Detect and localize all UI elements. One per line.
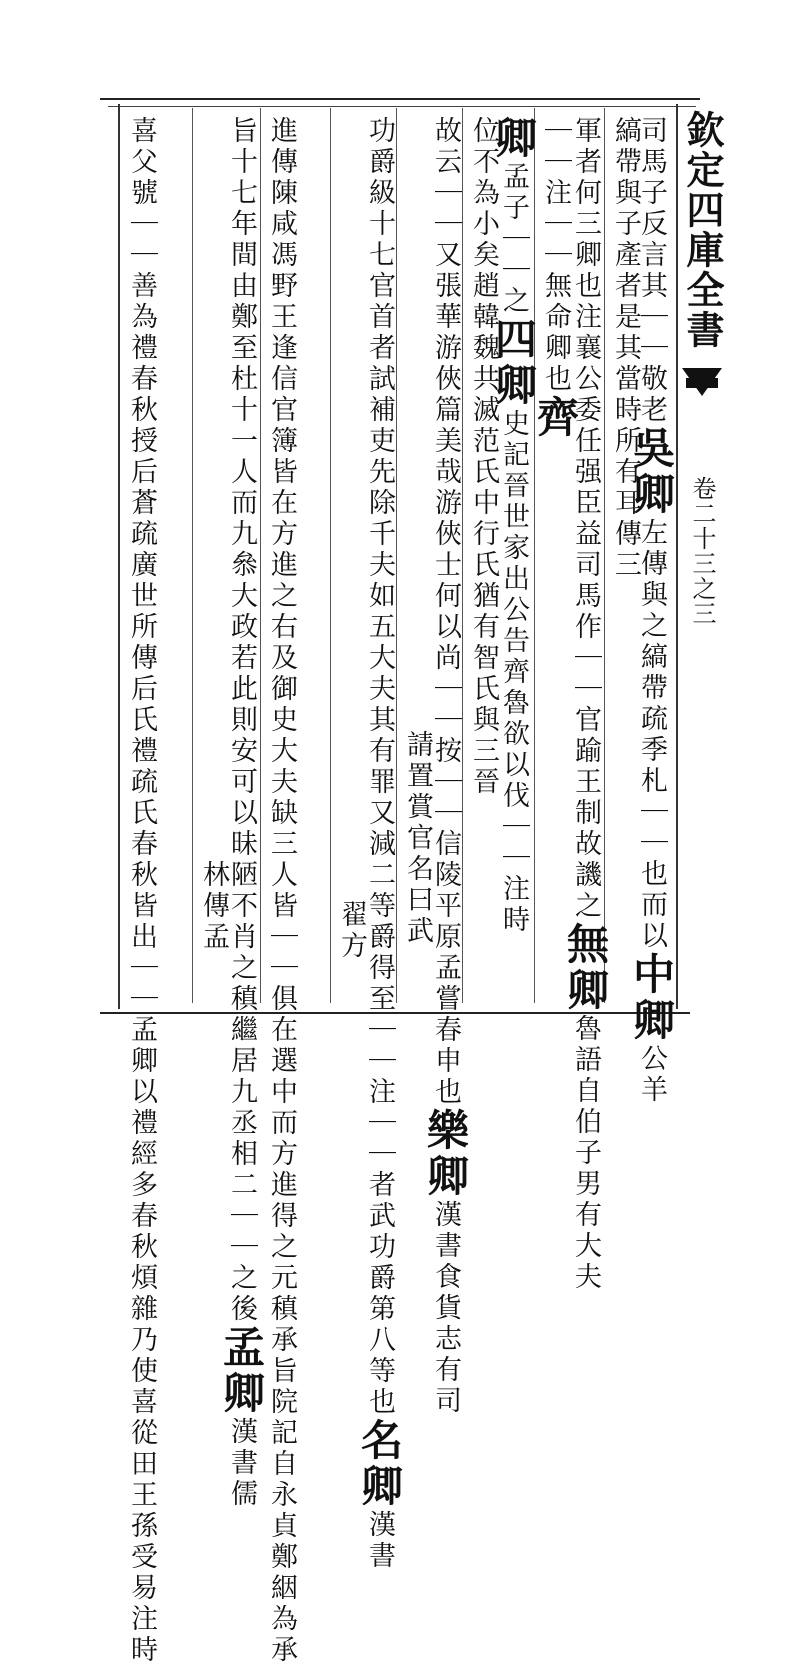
column-text: 林傳孟 bbox=[198, 860, 229, 953]
headword: 名卿 bbox=[355, 1418, 404, 1510]
text-column-4 bbox=[531, 116, 580, 1006]
column-text: 魯語自伯子男有大夫 bbox=[570, 1014, 601, 1293]
column-text: 喜父號｜｜善為禮春秋授后蒼疏廣世所傳后氏禮疏氏春秋皆出｜｜孟卿以禮經多春秋煩雜乃使喜從田王孫受易注時 bbox=[126, 116, 157, 1666]
column-text: 軍者何三卿也注襄公委任强臣益司馬作｜｜官踰王制故譏之 bbox=[570, 116, 601, 922]
headword: 孟卿 bbox=[217, 1325, 266, 1417]
top-border bbox=[100, 98, 700, 100]
column-text: 司馬子反言其｜｜敬老 bbox=[636, 116, 667, 426]
text-column-14 bbox=[122, 116, 160, 1666]
headword: 四卿 bbox=[489, 317, 538, 409]
column-text: 漢書 bbox=[364, 1510, 395, 1572]
column-text: 漢書儒 bbox=[226, 1417, 257, 1510]
column-text: 趙韓魏共滅范氏中行氏猶有智氏與三晉 bbox=[468, 271, 499, 798]
column-text: 史記晉世家出公告齊魯欲以伐｜｜注時 bbox=[498, 409, 529, 936]
fish-tail-bar-icon bbox=[686, 378, 718, 388]
column-text: 孟子｜｜之 bbox=[498, 162, 529, 317]
headword: 卿 bbox=[489, 116, 538, 162]
column-text: 旨十七年間由鄭至杜十一人而九叅大政若此則安可以昧陋不肖之稹繼居九丞相二｜｜之後 bbox=[226, 116, 257, 1325]
column-text: 翟方 bbox=[336, 900, 367, 962]
margin-book-title: 欽定四庫全書 bbox=[680, 110, 725, 350]
text-column-2 bbox=[606, 116, 644, 1006]
column-text: 位不為小矣 bbox=[468, 116, 499, 271]
column-divider bbox=[604, 108, 605, 1003]
column-text: 公羊 bbox=[636, 1044, 667, 1106]
text-column-10 bbox=[332, 900, 370, 1000]
top-border-inner bbox=[108, 106, 696, 107]
headword: 無卿 bbox=[561, 922, 610, 1014]
text-column-13 bbox=[194, 860, 232, 1000]
column-text: 縞帶與子產者是其當時所有耳 bbox=[610, 116, 641, 519]
column-text: 進傳陳咸馮野王逢信官簿皆在方進之右及御史大夫缺三人皆｜｜俱在選中而方進得之元稹承旨院記自永貞鄭絪為承 bbox=[266, 116, 297, 1666]
headword: 齊 bbox=[531, 395, 580, 441]
text-column-11 bbox=[262, 116, 300, 1666]
text-column-9 bbox=[355, 116, 404, 1572]
column-text: ｜｜注｜｜無命卿也 bbox=[540, 116, 571, 395]
left-frame-line bbox=[118, 104, 120, 1009]
column-text: 請置賞官名曰武 bbox=[402, 730, 433, 947]
column-divider bbox=[192, 108, 193, 1003]
text-column-6 bbox=[464, 116, 502, 1006]
text-column-8 bbox=[398, 730, 436, 1000]
column-text: 漢書食貨志有司 bbox=[430, 1200, 461, 1417]
right-frame-line bbox=[676, 104, 678, 1009]
column-divider bbox=[330, 108, 331, 1003]
column-text: 功爵級十七官首者試補吏先除千夫如五大夫其有罪又減二等爵得至｜｜注｜｜者武功爵第八等也 bbox=[364, 116, 395, 1418]
column-divider bbox=[534, 108, 535, 1003]
column-text: 左傳與之縞帶疏季札｜｜也而以 bbox=[636, 518, 667, 952]
column-divider bbox=[260, 108, 261, 1003]
headword: 中卿 bbox=[627, 952, 676, 1044]
headword: 吳卿 bbox=[627, 426, 676, 518]
headword: 樂卿 bbox=[421, 1108, 470, 1200]
column-text: 傳三 bbox=[610, 519, 641, 581]
margin-volume-label: 卷二十三之三 bbox=[688, 476, 716, 626]
column-text: 故云｜｜又張華游俠篇美哉游俠士何以尚｜｜按｜｜信陵平原孟嘗春申也 bbox=[430, 116, 461, 1108]
